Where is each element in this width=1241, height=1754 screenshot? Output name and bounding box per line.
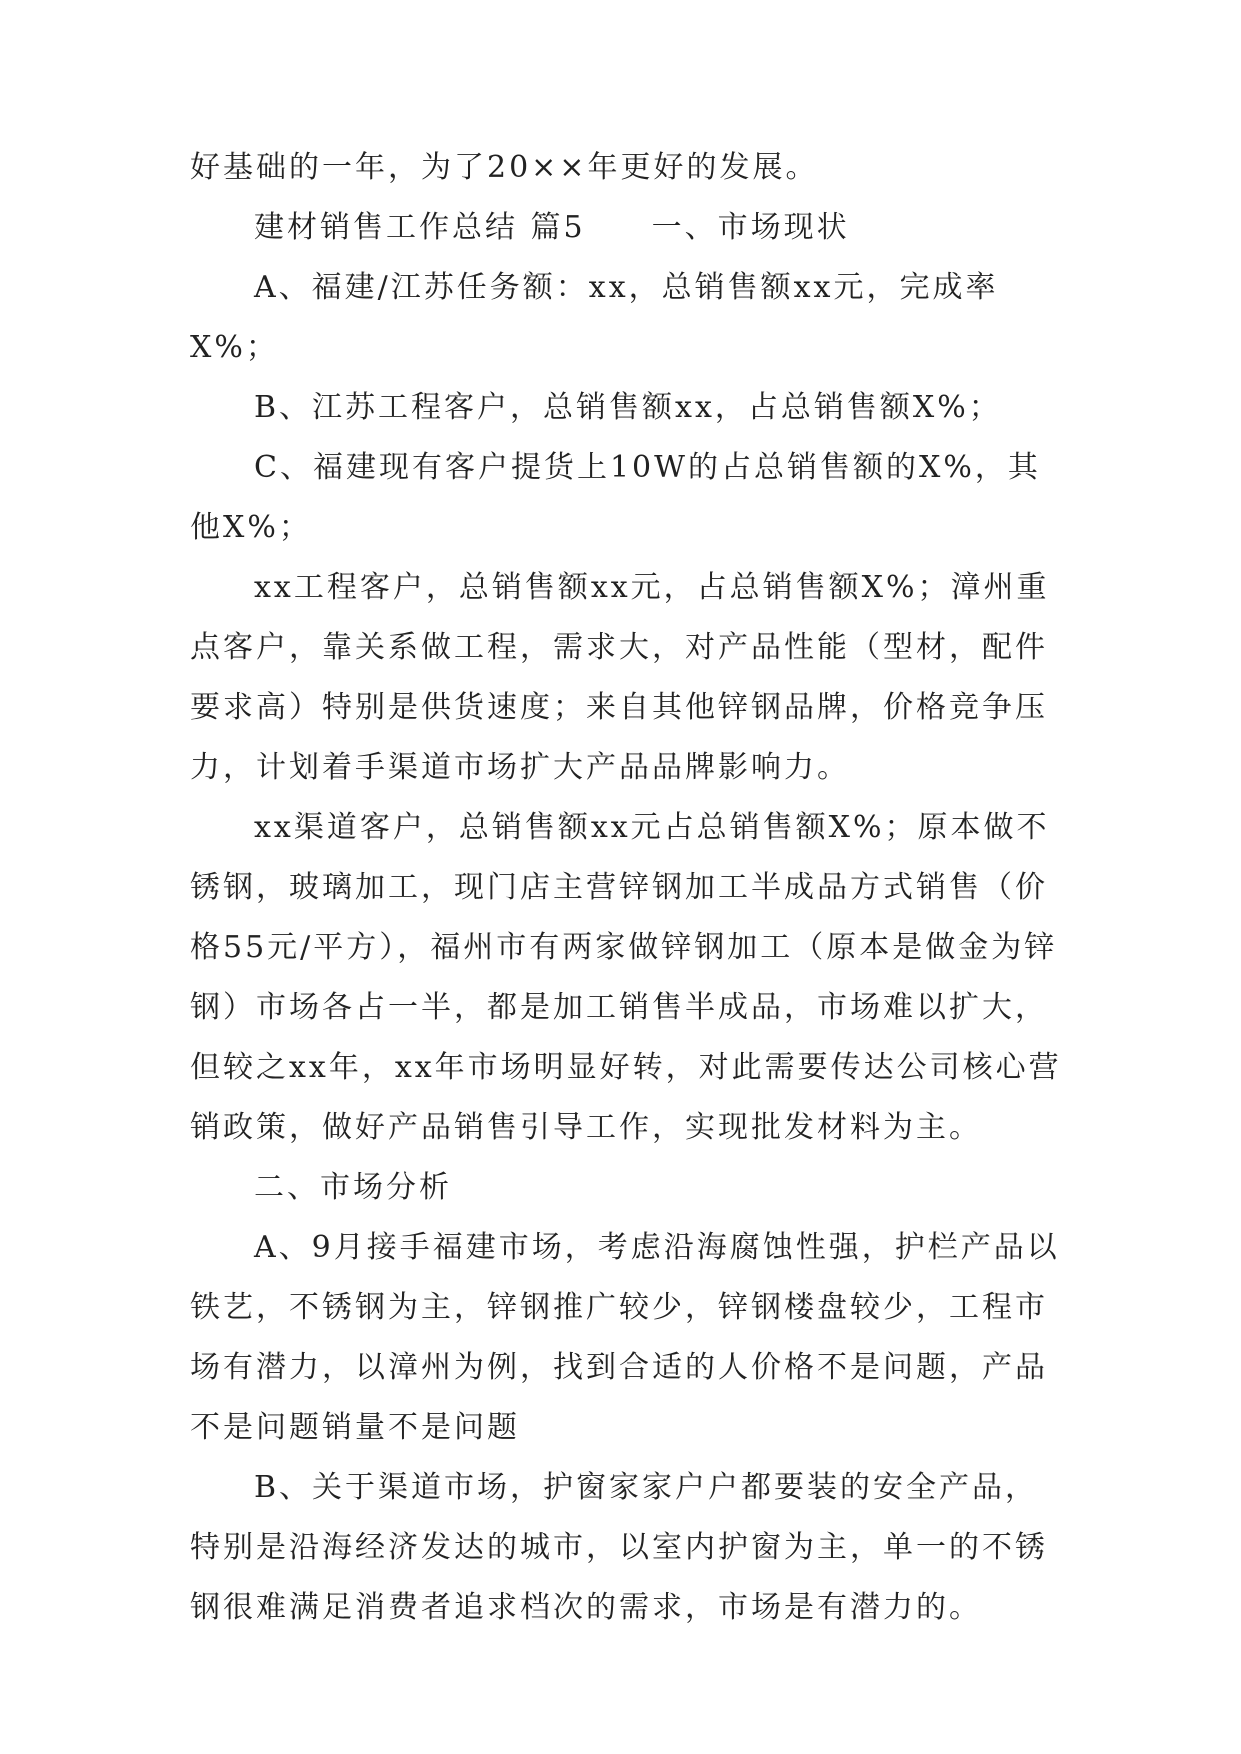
section-heading-market-status: 建材销售工作总结 篇5 一、市场现状 bbox=[254, 210, 850, 245]
paragraph-channel-clients: xx渠道客户，总销售额xx元占总销售额X%；原本做不锈钢，玻璃加工，现门店主营锌钢加工半成品方式销售（价格55元/平方），福州市有两家做锌钢加工（原本是做金为锌钢）市场各占一半，都是加工销售半成品，市场难以扩大，但较之xx年，xx年市场明显好转，对此需要传达公司核心营销政策，做好产品销售引导工作，实现批发材料为主。 bbox=[190, 810, 1062, 1145]
paragraph-analysis-b: B、关于渠道市场，护窗家家户户都要装的安全产品，特别是沿海经济发达的城市，以室内护窗为主，单一的不锈钢很难满足消费者追求档次的需求，市场是有潜力的。 bbox=[190, 1470, 1048, 1625]
paragraph-continuation: 好基础的一年，为了20××年更好的发展。 bbox=[190, 150, 819, 185]
paragraph-engineering-clients: xx工程客户，总销售额xx元，占总销售额X%；漳州重点客户，靠关系做工程，需求大，对产品性能（型材，配件要求高）特别是供货速度；来自其他锌钢品牌，价格竞争压力，计划着手渠道市场扩大产品品牌影响力。 bbox=[190, 570, 1050, 785]
section-heading-market-analysis: 二、市场分析 bbox=[254, 1170, 452, 1205]
paragraph-analysis-a: A、9月接手福建市场，考虑沿海腐蚀性强，护栏产品以铁艺，不锈钢为主，锌钢推广较少，锌钢楼盘较少，工程市场有潜力，以漳州为例，找到合适的人价格不是问题，产品不是问题销量不是问题 bbox=[190, 1230, 1060, 1445]
paragraph-item-a-quota: A、福建/江苏任务额：xx，总销售额xx元，完成率X%； bbox=[190, 270, 999, 365]
paragraph-item-c-fujian: C、福建现有客户提货上10W的占总销售额的X%，其他X%； bbox=[190, 450, 1041, 545]
paragraph-item-b-jiangsu: B、江苏工程客户，总销售额xx，占总销售额X%； bbox=[254, 390, 1002, 425]
document-body bbox=[190, 138, 1070, 1638]
